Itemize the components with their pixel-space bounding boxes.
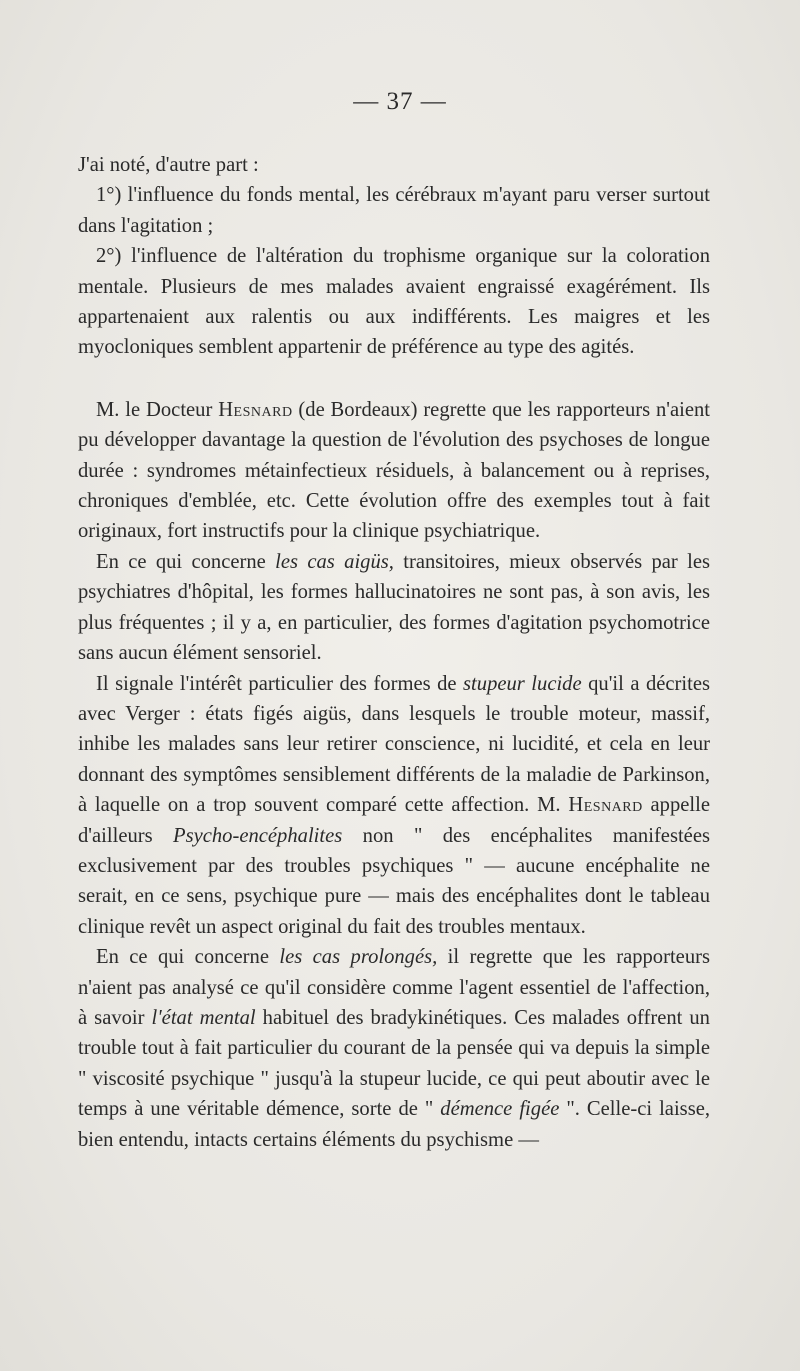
paragraph-5 bbox=[78, 547, 710, 669]
emphasis: les cas aigüs, bbox=[275, 550, 394, 573]
emphasis: démence figée bbox=[440, 1098, 560, 1121]
text-run: En ce qui concerne bbox=[96, 550, 276, 573]
paragraph-1: J'ai noté, d'autre part : bbox=[78, 154, 259, 176]
paragraph-3: 2°) l'influence de l'altération du trophisme organique sur la coloration mentale. Plusieurs de mes malades avaient engraissé exagérément. Ils appartenaient aux ralentis ou aux indifférents. Les maigres et les myocloniques semblent appartenir de préférence au type des agités. bbox=[78, 245, 710, 359]
page-number: — 37 — bbox=[353, 88, 447, 115]
text-run: habituel des bradykinétiques. Ces malades offrent un trouble tout à fait particulier du courant de la pensée qui va depuis la simple " viscosité psychique " jusqu'à la stupeur lucide, ce qui peut aboutir avec le temps à une véritable démence, sorte de " bbox=[78, 1006, 710, 1121]
text-run: transitoires, mieux observés par les psychiatres d'hôpital, les formes hallucinatoires ne sont pas, à son avis, les plus fréquentes ; il y a, en particulier, des formes d'agitation psychomotrice sans aucun élément sensoriel. bbox=[78, 550, 710, 665]
paragraph-4 bbox=[78, 395, 710, 547]
body-text bbox=[78, 150, 710, 1155]
text-run: qu'il a décrites avec Verger : états figés aigüs, dans lesquels le trouble moteur, massif, inhibe les malades sans leur retirer conscience, ni lucidité, et cela en leur donnant des symptômes sensiblement différents de la maladie de Parkinson, à laquelle on a trop souvent comparé cette affection. M. bbox=[78, 672, 710, 817]
text-run: M. le Docteur bbox=[96, 398, 219, 421]
text-run: ". Celle-ci laisse, bien entendu, intacts certains éléments du psychisme — bbox=[78, 1098, 710, 1151]
text-run: appelle d'ailleurs bbox=[78, 794, 710, 847]
emphasis: stupeur lucide bbox=[463, 672, 582, 695]
emphasis: les cas prolongés, bbox=[279, 946, 438, 969]
emphasis: Psycho-encéphalites bbox=[173, 824, 343, 847]
emphasis: l'état mental bbox=[151, 1006, 256, 1029]
paragraph-7 bbox=[78, 942, 710, 1155]
text-run: non " des encéphalites manifestées exclusivement par des troubles psychiques " — aucune encéphalite ne serait, en ce sens, psychique pure — mais des encéphalites dont le tableau clinique revêt un aspect original du fait des troubles mentaux. bbox=[78, 824, 710, 938]
paragraph-6 bbox=[78, 669, 710, 943]
text-run: Il signale l'intérêt particulier des formes de bbox=[96, 672, 464, 695]
paragraph-2: 1°) l'influence du fonds mental, les cérébraux m'ayant paru verser surtout dans l'agitation ; bbox=[78, 184, 710, 237]
text-run: il regrette que les rapporteurs n'aient pas analysé ce qu'il considère comme l'agent essentiel de l'affection, à savoir bbox=[78, 946, 710, 1029]
author-name: Hesnard bbox=[218, 398, 293, 421]
text-run: (de Bordeaux) regrette que les rapporteurs n'aient pu développer davantage la question de l'évolution des psychoses de longue durée : syndromes métainfectieux résiduels, à balancement ou à reprises, chroniques d'emblée, etc. Cette évolution offre des exemples tout à fait originaux, fort instructifs pour la clinique psychiatrique. bbox=[78, 398, 710, 543]
text-run: En ce qui concerne bbox=[96, 946, 280, 969]
author-name: Hesnard bbox=[568, 794, 643, 817]
